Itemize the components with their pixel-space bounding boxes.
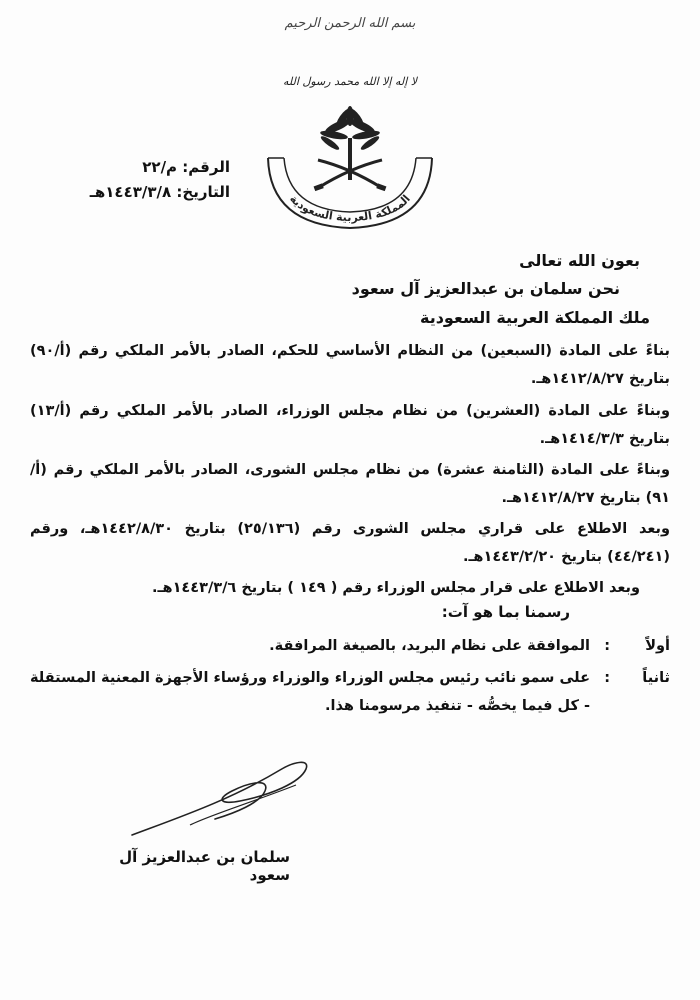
- royal-signature: [120, 755, 320, 845]
- date-label: التاريخ:: [176, 183, 230, 201]
- item-number: ثانياً: [642, 670, 670, 686]
- reference-block: [40, 155, 230, 205]
- intro-invocation: بعون الله تعالى: [519, 251, 640, 270]
- decree-item: [30, 632, 670, 660]
- royal-emblem: [260, 40, 440, 240]
- item-number: أولاً: [645, 638, 670, 654]
- paragraph-basic-law: بناءً على المادة (السبعين) من النظام الأساسي للحكم، الصادر بالأمر الملكي رقم (أ/٩٠) بتاريخ ١٤١٢/٨/٢٧هـ.: [30, 343, 670, 387]
- intro-king-title: ملك المملكة العربية السعودية: [419, 308, 650, 327]
- reference-date: [40, 180, 230, 205]
- item-colon: :: [604, 670, 610, 686]
- item-colon: :: [604, 638, 610, 654]
- basmala: بسم الله الرحمن الرحيم: [284, 16, 416, 31]
- emblem-kingdom-name: المملكة العربية السعودية: [287, 192, 413, 225]
- reference-number: [40, 155, 230, 180]
- number-value: م/٢٢: [142, 158, 178, 176]
- decree-statement: رسمنا بما هو آت:: [441, 603, 570, 621]
- intro-king-name: نحن سلمان بن عبدالعزيز آل سعود: [351, 279, 620, 298]
- signature-icon: [120, 755, 320, 845]
- number-label: الرقم:: [182, 158, 230, 176]
- royal-emblem-icon: [260, 40, 440, 240]
- item-text: على سمو نائب رئيس مجلس الوزراء والوزراء ورؤساء الأجهزة المعنية المستقلة - كل فيما يخصُّه - تنفيذ مرسومنا هذا.: [30, 670, 590, 714]
- paragraph-council-ministers-law: وبناءً على المادة (العشرين) من نظام مجلس الوزراء، الصادر بالأمر الملكي رقم (أ/١٣) بتاريخ ١٤١٤/٣/٣هـ.: [30, 403, 670, 447]
- item-text: الموافقة على نظام البريد، بالصيغة المرافقة.: [269, 638, 590, 654]
- decree-item: [30, 664, 670, 720]
- paragraph-shura-law: وبناءً على المادة (الثامنة عشرة) من نظام مجلس الشورى، الصادر بالأمر الملكي رقم (أ/٩١) بتاريخ ١٤١٢/٨/٢٧هـ.: [30, 462, 670, 506]
- date-value: ١٤٤٣/٣/٨هـ: [89, 183, 172, 201]
- emblem-shahada: لا إله إلا الله محمد رسول الله: [282, 75, 418, 88]
- signer-name: سلمان بن عبدالعزيز آل سعود: [119, 848, 290, 884]
- paragraph-shura-resolutions: وبعد الاطلاع على قراري مجلس الشورى رقم (٢٥/١٣٦) بتاريخ ١٤٤٢/٨/٣٠هـ، ورقم (٤٤/٢٤١) بتاريخ ١٤٤٣/٢/٢٠هـ.: [30, 521, 670, 565]
- paragraph-cabinet-resolution: وبعد الاطلاع على قرار مجلس الوزراء رقم ( ١٤٩ ) بتاريخ ١٤٤٣/٣/٦هـ.: [152, 580, 640, 596]
